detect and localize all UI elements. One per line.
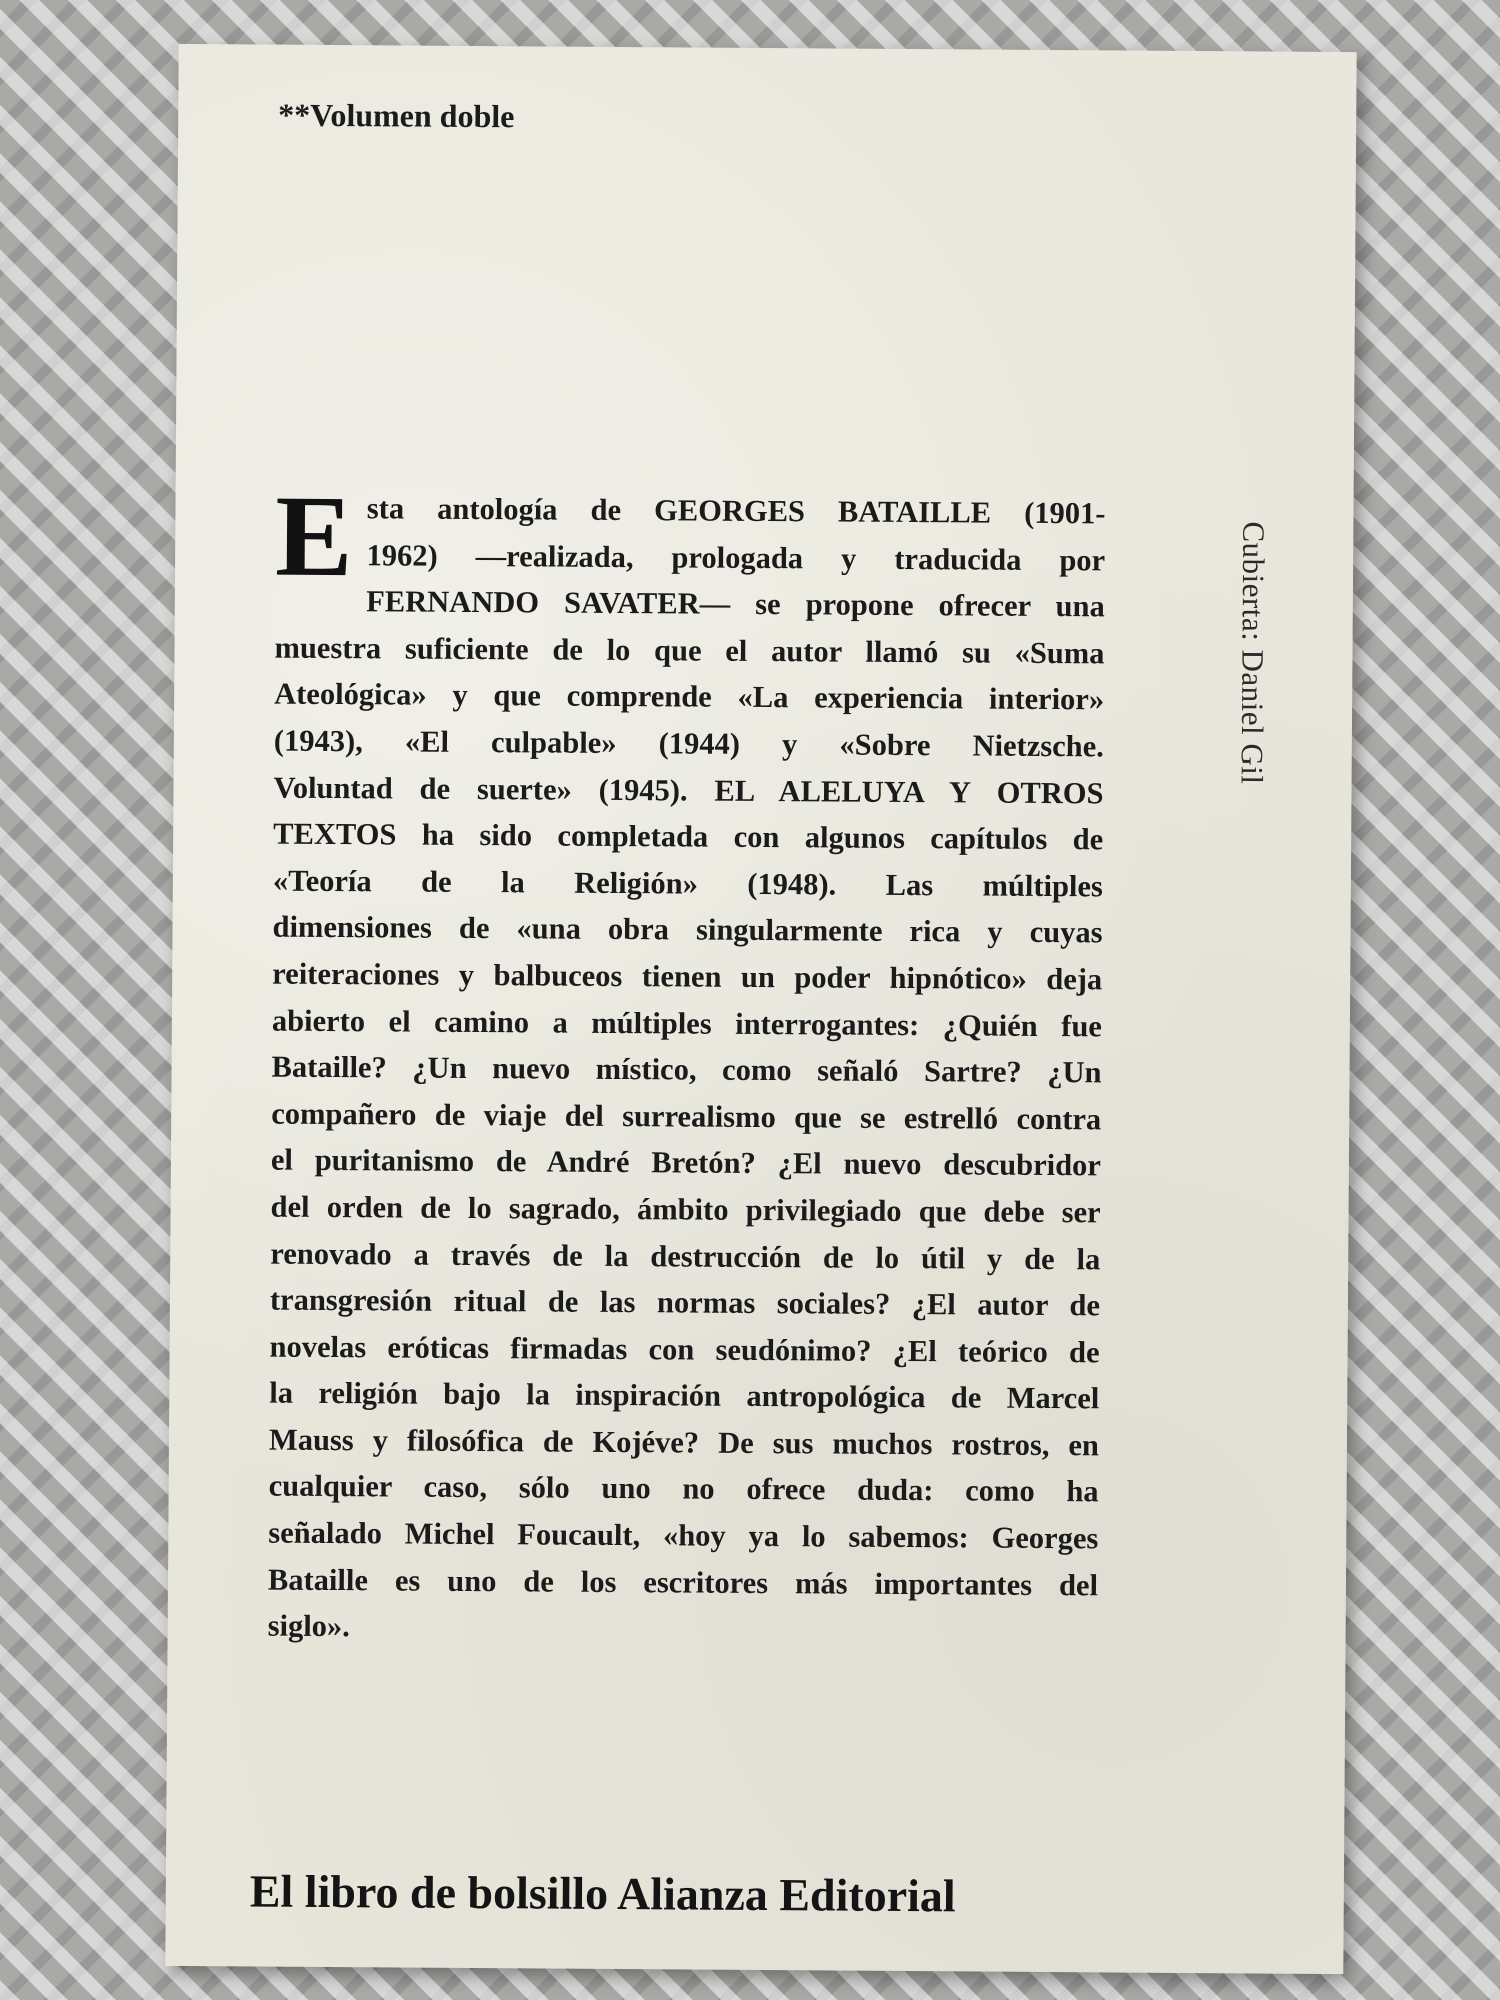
- blurb-line: sta antología de GEORGES BATAILLE (1901-: [366, 491, 1106, 531]
- volume-note: **Volumen doble: [278, 96, 515, 135]
- book-back-cover: [165, 44, 1356, 1974]
- blurb-line: Mauss y filosófica de Kojéve? De sus muchos rostros, en: [268, 1422, 1100, 1463]
- blurb-line: señalado Michel Foucault, «hoy ya lo sabemos: Georges: [268, 1515, 1099, 1556]
- blurb-line: muestra suficiente de lo que el autor llamó su «Suma: [274, 630, 1105, 671]
- blurb-line: FERNANDO SAVATER— se propone ofrecer una: [366, 584, 1105, 624]
- blurb-line: abierto el camino a múltiples interrogantes: ¿Quién fue: [271, 1003, 1103, 1043]
- cover-credit: Cubierta: Daniel Gil: [1234, 521, 1272, 785]
- blurb-line: «Teoría de la Religión» (1948). Las múltiples: [272, 863, 1103, 904]
- blurb-line: el puritanismo de André Bretón? ¿El nuevo descubridor: [270, 1142, 1102, 1183]
- blurb-line: transgresión ritual de las normas sociales? ¿El autor de: [269, 1282, 1101, 1323]
- publisher-line: El libro de bolsillo Alianza Editorial: [249, 1865, 956, 1922]
- blurb-line: Bataille es uno de los escritores más importantes del: [267, 1562, 1099, 1603]
- blurb-line: Voluntad de suerte» (1945). EL ALELUYA Y OTROS: [273, 770, 1104, 810]
- blurb-line: 1962) —realizada, prologada y traducida por: [366, 537, 1106, 577]
- blurb-line: Ateológica» y que comprende «La experiencia interior»: [274, 676, 1105, 717]
- blurb-line: compañero de viaje del surrealismo que se estrelló contra: [271, 1096, 1102, 1137]
- blurb-line: cualquier caso, sólo uno no ofrece duda: como ha: [268, 1469, 1099, 1509]
- blurb-line: dimensiones de «una obra singularmente rica y cuyas: [272, 909, 1103, 950]
- blurb-line: siglo».: [267, 1608, 351, 1644]
- blurb-line: TEXTOS ha sido completada con algunos capítulos de: [273, 816, 1104, 857]
- blurb-line: Bataille? ¿Un nuevo místico, como señaló Sartre? ¿Un: [271, 1049, 1102, 1090]
- blurb-text: [267, 472, 1106, 1656]
- blurb-line: novelas eróticas firmadas con seudónimo? ¿El teórico de: [269, 1329, 1100, 1370]
- blurb-line: del orden de lo sagrado, ámbito privilegiado que debe ser: [270, 1189, 1101, 1230]
- blurb-line: la religión bajo la inspiración antropológica de Marcel: [269, 1375, 1100, 1416]
- blurb-line: renovado a través de la destrucción de lo útil y de la: [270, 1236, 1101, 1276]
- drop-cap: E: [274, 472, 354, 602]
- blurb-line: (1943), «El culpable» (1944) y «Sobre Nietzsche.: [273, 723, 1104, 764]
- blurb-line: reiteraciones y balbuceos tienen un poder hipnótico» deja: [272, 956, 1103, 997]
